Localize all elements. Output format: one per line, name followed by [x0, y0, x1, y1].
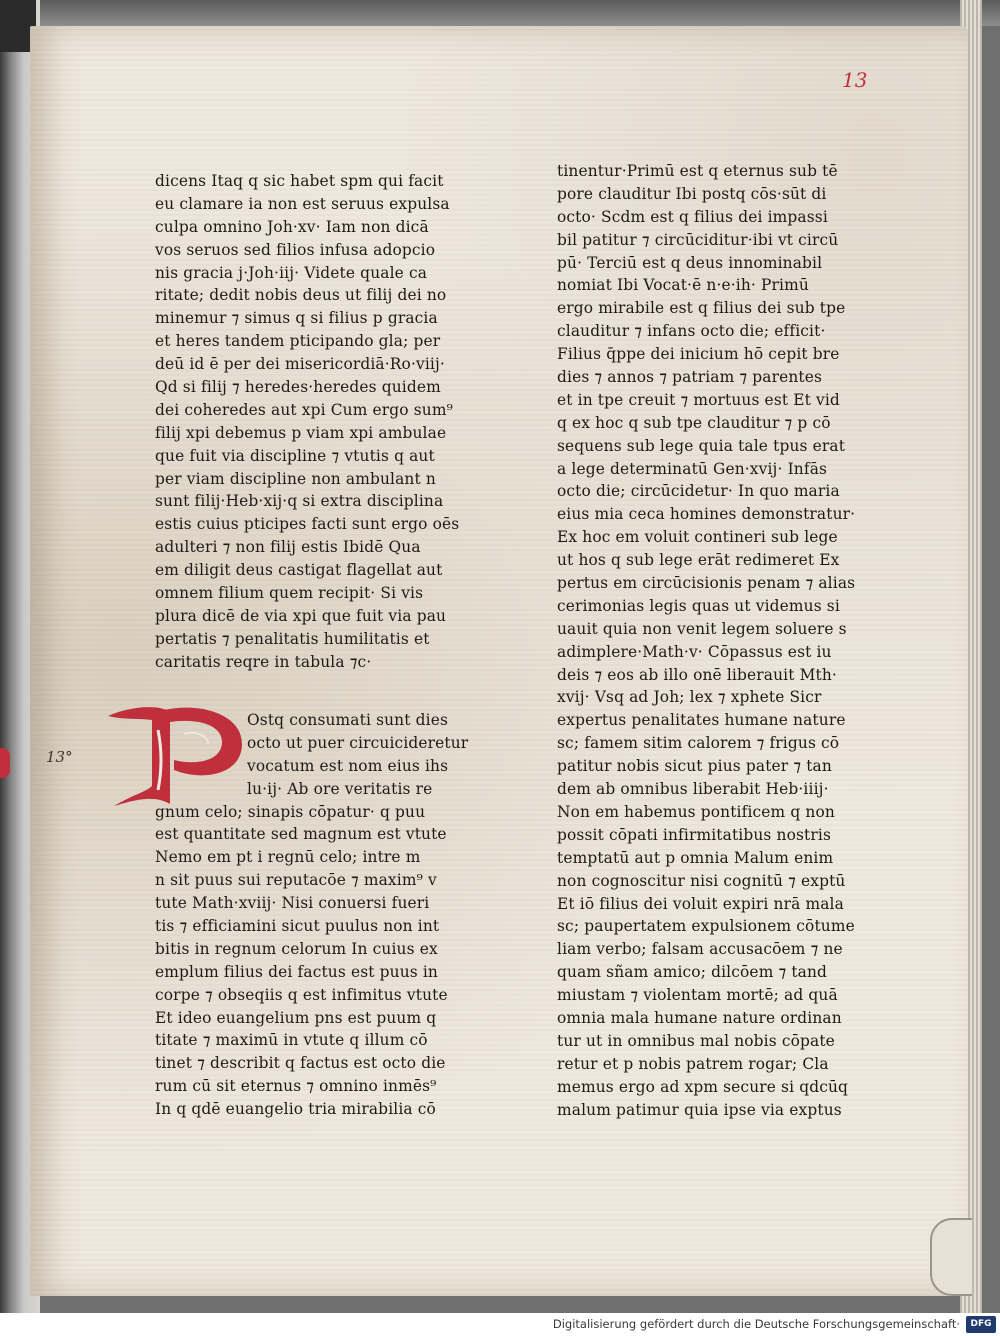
left-bottom-line: Et ideo euangelium pns est puum q: [155, 1008, 437, 1027]
page-curl: [930, 1218, 972, 1296]
left-top-line: estis cuius pticipes facti sunt ergo oēs: [155, 515, 460, 534]
left-top-line: per viam discipline non ambulant n: [155, 469, 436, 488]
right-line: tinentur·Primū est q eternus sub tē: [557, 162, 838, 180]
right-line: memus ergo ad xpm secure si qdcūq: [557, 1077, 849, 1096]
right-line: temptatū aut p omnia Malum enim: [557, 848, 834, 867]
right-line: omnia mala humane nature ordinan: [557, 1008, 842, 1027]
left-top-line: vos seruos sed filios infusa adopcio: [155, 240, 436, 259]
left-top-line: que fuit via discipline ⁊ vtutis q aut: [155, 446, 435, 465]
right-line: xvij· Vsq ad Joh; lex ⁊ xphete Sicr: [557, 688, 822, 707]
right-line: a lege determinatū Gen·xvij· Infās: [557, 459, 828, 478]
left-top-line: minemur ⁊ simus q si filius p gracia: [155, 309, 438, 328]
right-line: non cognoscitur nisi cognitū ⁊ exptū: [557, 871, 846, 890]
right-line: ut hos q sub lege erāt redimeret Ex: [557, 551, 840, 570]
right-line: expertus penalitates humane nature: [557, 711, 846, 730]
right-line: eius mia ceca homines demonstratur·: [557, 505, 856, 524]
left-bottom-line: tis ⁊ efficiamini sicut puulus non int: [155, 917, 440, 936]
left-top-line: et heres tandem pticipando gla; per: [155, 332, 441, 351]
left-column-bottom: [155, 709, 475, 1121]
right-line: ergo mirabile est q filius dei sub tpe: [557, 299, 846, 318]
left-top-line: em diligit deus castigat flagellat aut: [155, 561, 443, 580]
right-line: cerimonias legis quas ut videmus si: [557, 596, 840, 615]
right-line: possit cōpati infirmitatibus nostris: [557, 825, 832, 844]
right-line: malum patimur quia ipse via exptus: [557, 1100, 842, 1119]
right-line: patitur nobis sicut pius pater ⁊ tan: [557, 757, 832, 776]
right-line: Filius q̄ppe dei inicium hō cepit bre: [557, 345, 840, 364]
book-top-edge: [0, 0, 1000, 26]
left-bottom-line: In q qdē euangelio tria mirabilia cō: [155, 1100, 436, 1119]
left-bottom-line: lu·ij· Ab ore veritatis re: [247, 779, 433, 798]
right-line: pū· Terciū est q deus innominabil: [557, 253, 823, 272]
right-line: sequens sub lege quia tale tpus erat: [557, 436, 846, 455]
left-bottom-line: n sit puus sui reputacōe ⁊ maxim⁹ v: [155, 871, 437, 890]
left-bottom-line: octo ut puer circuicideretur: [247, 733, 469, 752]
left-top-line: adulteri ⁊ non filij estis Ibidē Qua: [155, 538, 421, 557]
right-line: adimplere·Math·v· Cōpassus est iu: [557, 642, 832, 661]
right-line: bil patitur ⁊ circūciditur·ibi vt circū: [557, 230, 839, 249]
left-top-line: ritate; dedit nobis deus ut filij dei no: [155, 286, 447, 305]
right-line: Et iō filius dei voluit expiri nrā mala: [557, 894, 844, 913]
right-line: retur et p nobis patrem rogar; Cla: [557, 1054, 829, 1073]
footer-credit: Digitalisierung gefördert durch die Deutsche Forschungsgemeinschaft·: [552, 1317, 960, 1331]
right-line: pertus em circūcisionis penam ⁊ alias: [557, 574, 856, 593]
right-line: pore clauditur Ibi postq cōs·sūt di: [557, 184, 827, 203]
right-line: nomiat Ibi Vocat·ē n·e·ih· Primū: [557, 276, 809, 295]
left-bottom-line: est quantitate sed magnum est vtute: [155, 825, 447, 844]
left-top-line: culpa omnino Joh·xv· Iam non dicā: [155, 217, 429, 236]
right-line: dies ⁊ annos ⁊ patriam ⁊ parentes: [557, 368, 823, 387]
left-bottom-line: tute Math·xviij· Nisi conuersi fueri: [155, 894, 430, 913]
left-top-line: plura dicē de via xpi que fuit via pau: [155, 606, 447, 625]
right-line: liam verbo; falsam accusacōem ⁊ ne: [557, 940, 843, 959]
right-line: q ex hoc q sub tpe clauditur ⁊ p cō: [557, 413, 831, 432]
right-line: octo die; circūcidetur· In quo maria: [557, 482, 840, 501]
right-column: [557, 160, 877, 1121]
left-bottom-line: titate ⁊ maximū in vtute q illum cō: [155, 1031, 428, 1050]
left-top-line: pertatis ⁊ penalitatis humilitatis et: [155, 629, 430, 648]
left-bottom-line: tinet ⁊ describit q factus est octo die: [155, 1054, 446, 1073]
right-line: uauit quia non venit legem soluere s: [557, 619, 847, 638]
left-bottom-line: gnum celo; sinapis cōpatur· q puu: [155, 802, 426, 821]
left-top-line: omnem filium quem recipit· Si vis: [155, 584, 424, 603]
facing-page-red-mark: [0, 748, 10, 778]
left-top-line: eu clamare ia non est seruus expulsa: [155, 194, 450, 213]
right-line: clauditur ⁊ infans octo die; efficit·: [557, 322, 826, 341]
right-line: sc; famem sitim calorem ⁊ frigus cō: [557, 734, 840, 753]
left-bottom-line: corpe ⁊ obseqiis q est infimitus vtute: [155, 985, 448, 1004]
right-line: Ex hoc em voluit contineri sub lege: [557, 528, 838, 547]
left-bottom-line: Nemo em pt i regnū celo; intre m: [155, 848, 421, 867]
dfg-logo: DFG: [966, 1316, 996, 1333]
left-bottom-line: Ostq consumati sunt dies: [247, 711, 449, 729]
left-bottom-line: bitis in regnum celorum In cuius ex: [155, 939, 438, 958]
left-column-top: [155, 170, 475, 674]
right-line: sc; paupertatem expulsionem cōtume: [557, 917, 855, 936]
right-line: tur ut in omnibus mal nobis cōpate: [557, 1031, 835, 1050]
left-bottom-line: rum cū sit eternus ⁊ omnino inmēs⁹: [155, 1077, 437, 1096]
left-top-line: dei coheredes aut xpi Cum ergo sum⁹: [155, 400, 453, 419]
right-line: miustam ⁊ violentam mortē; ad quā: [557, 986, 838, 1005]
marginal-note: 13°: [46, 748, 73, 766]
right-line: Non em habemus pontificem q non: [557, 802, 835, 821]
left-top-line: caritatis reqre in tabula ⁊c·: [155, 652, 372, 671]
right-line: octo· Scdm est q filius dei impassi: [557, 207, 828, 226]
right-line: et in tpe creuit ⁊ mortuus est Et vid: [557, 390, 840, 409]
left-top-line: dicens Itaq q sic habet spm qui facit: [155, 172, 444, 190]
left-bottom-line: vocatum est nom eius ihs: [247, 756, 449, 775]
folio-number: 13: [842, 68, 868, 92]
right-line: quam sñam amico; dilcōem ⁊ tand: [557, 963, 828, 982]
right-line: deis ⁊ eos ab illo onē liberauit Mth·: [557, 665, 837, 684]
left-top-line: Qd si filij ⁊ heredes·heredes quidem: [155, 378, 441, 397]
footer-bar: [0, 1313, 1000, 1336]
left-top-line: filij xpi debemus p viam xpi ambulae: [155, 423, 447, 442]
left-top-line: deū id ē per dei misericordiā·Ro·viij·: [155, 355, 445, 374]
left-bottom-line: emplum filius dei factus est puus in: [155, 962, 438, 981]
right-line: dem ab omnibus liberabit Heb·iiij·: [557, 780, 829, 799]
left-top-line: nis gracia j·Joh·iij· Videte quale ca: [155, 263, 428, 282]
left-top-line: sunt filij·Heb·xij·q si extra disciplina: [155, 492, 444, 511]
